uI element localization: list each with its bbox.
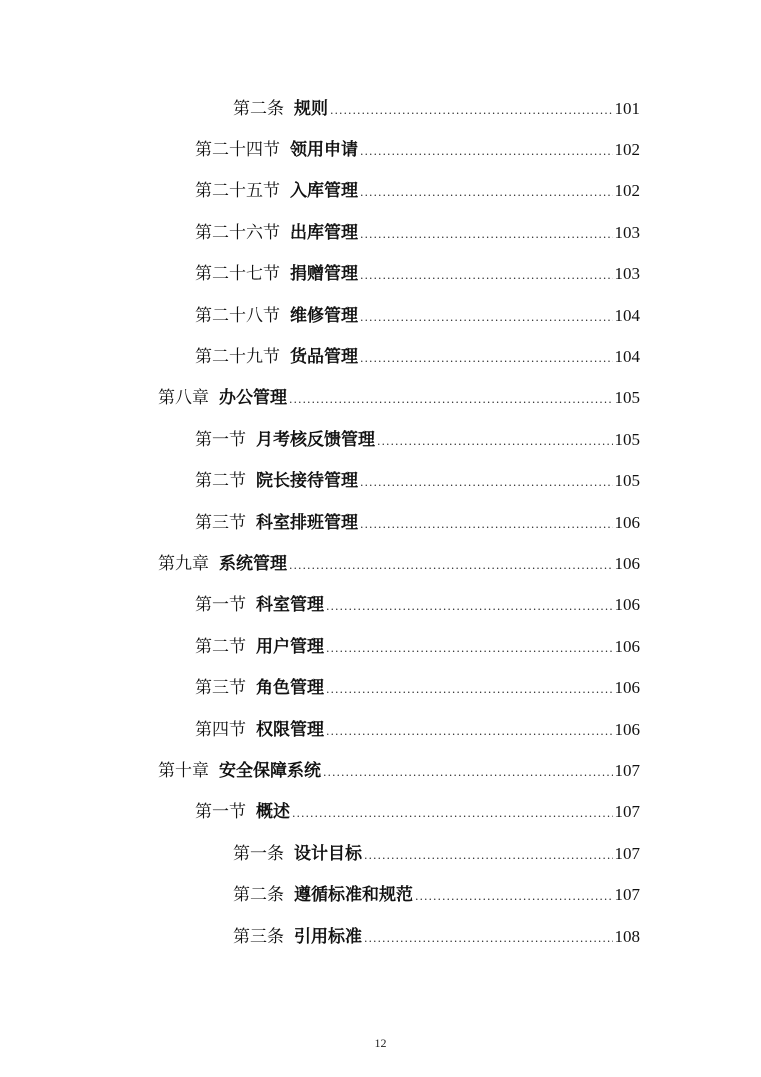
- toc-dot-leader: [289, 556, 613, 576]
- toc-entry-page-number: 101: [614, 98, 640, 118]
- toc-entry-page-number: 103: [614, 264, 640, 284]
- toc-entry-number: 第九章: [158, 553, 209, 574]
- toc-entry-title: 领用申请: [290, 140, 358, 161]
- toc-entry-title: 引用标准: [294, 926, 362, 947]
- toc-entry[interactable]: [0, 585, 761, 626]
- toc-entry-page-number: 106: [614, 553, 640, 573]
- toc-entry[interactable]: [0, 171, 761, 212]
- toc-entry-page-number: 107: [614, 843, 640, 863]
- toc-entry-number: 第二十六节: [195, 222, 280, 243]
- toc-dot-leader: [360, 225, 613, 245]
- toc-entry-page-number: 102: [614, 140, 640, 160]
- toc-dot-leader: [326, 722, 613, 742]
- toc-entry-title: 用户管理: [256, 636, 324, 657]
- toc-entry[interactable]: [0, 88, 761, 129]
- toc-entry-title: 科室管理: [256, 595, 324, 616]
- toc-entry[interactable]: [0, 709, 761, 750]
- toc-dot-leader: [377, 432, 613, 452]
- toc-entry-title: 货品管理: [290, 347, 358, 368]
- toc-dot-leader: [323, 763, 613, 783]
- toc-entry-page-number: 104: [614, 347, 640, 367]
- toc-entry-page-number: 106: [614, 719, 640, 739]
- toc-entry-number: 第三节: [195, 512, 246, 533]
- toc-entry-page-number: 105: [614, 471, 640, 491]
- toc-entry-title: 维修管理: [290, 305, 358, 326]
- toc-entry-number: 第八章: [158, 388, 209, 409]
- toc-dot-leader: [289, 390, 613, 410]
- toc-entry-number: 第二节: [195, 636, 246, 657]
- toc-entry-page-number: 106: [614, 595, 640, 615]
- toc-entry-page-number: 103: [614, 222, 640, 242]
- toc-entry-number: 第二十五节: [195, 181, 280, 202]
- toc-entry-number: 第十章: [158, 760, 209, 781]
- toc-entry[interactable]: [0, 792, 761, 833]
- toc-entry-number: 第三节: [195, 678, 246, 699]
- toc-entry-title: 出库管理: [290, 222, 358, 243]
- toc-entry[interactable]: [0, 295, 761, 336]
- toc-entry-number: 第二十九节: [195, 347, 280, 368]
- toc-entry-number: 第四节: [195, 719, 246, 740]
- toc-entry-title: 捐赠管理: [290, 264, 358, 285]
- table-of-contents: [0, 88, 761, 957]
- toc-dot-leader: [360, 266, 613, 286]
- toc-dot-leader: [326, 639, 613, 659]
- toc-dot-leader: [326, 680, 613, 700]
- toc-entry-title: 科室排班管理: [256, 512, 358, 533]
- toc-entry-page-number: 108: [614, 926, 640, 946]
- toc-entry-page-number: 102: [614, 181, 640, 201]
- toc-entry-page-number: 106: [614, 678, 640, 698]
- toc-entry-number: 第二条: [233, 98, 284, 119]
- toc-entry-number: 第二十七节: [195, 264, 280, 285]
- toc-dot-leader: [364, 929, 613, 949]
- toc-entry[interactable]: [0, 254, 761, 295]
- toc-entry[interactable]: [0, 750, 761, 791]
- toc-entry[interactable]: [0, 667, 761, 708]
- page-number: 12: [374, 1036, 387, 1050]
- toc-entry-title: 概述: [256, 802, 290, 823]
- toc-entry[interactable]: [0, 336, 761, 377]
- toc-entry-title: 角色管理: [256, 678, 324, 699]
- toc-dot-leader: [360, 142, 613, 162]
- toc-entry-title: 安全保障系统: [219, 760, 321, 781]
- toc-entry-page-number: 106: [614, 512, 640, 532]
- toc-entry-title: 系统管理: [219, 553, 287, 574]
- toc-entry-title: 院长接待管理: [256, 471, 358, 492]
- toc-dot-leader: [415, 887, 613, 907]
- toc-entry-number: 第一节: [195, 429, 246, 450]
- toc-dot-leader: [360, 183, 613, 203]
- toc-entry-number: 第一节: [195, 802, 246, 823]
- toc-entry-page-number: 106: [614, 636, 640, 656]
- toc-entry-number: 第一节: [195, 595, 246, 616]
- toc-entry-title: 办公管理: [219, 388, 287, 409]
- toc-dot-leader: [360, 473, 613, 493]
- toc-entry-page-number: 104: [614, 305, 640, 325]
- toc-entry-number: 第一条: [233, 843, 284, 864]
- toc-entry-page-number: 107: [614, 802, 640, 822]
- toc-entry-title: 遵循标准和规范: [294, 885, 413, 906]
- toc-entry-page-number: 107: [614, 885, 640, 905]
- toc-entry-number: 第二十四节: [195, 140, 280, 161]
- toc-entry-title: 权限管理: [256, 719, 324, 740]
- toc-entry[interactable]: [0, 916, 761, 957]
- toc-entry[interactable]: [0, 461, 761, 502]
- toc-dot-leader: [364, 846, 613, 866]
- toc-entry-number: 第二节: [195, 471, 246, 492]
- toc-dot-leader: [360, 515, 613, 535]
- toc-dot-leader: [292, 804, 613, 824]
- toc-entry-title: 月考核反馈管理: [256, 429, 375, 450]
- toc-entry-page-number: 105: [614, 429, 640, 449]
- toc-dot-leader: [360, 308, 613, 328]
- toc-entry[interactable]: [0, 626, 761, 667]
- toc-entry[interactable]: [0, 502, 761, 543]
- toc-entry[interactable]: [0, 378, 761, 419]
- toc-entry-number: 第三条: [233, 926, 284, 947]
- toc-entry-number: 第二条: [233, 885, 284, 906]
- toc-entry[interactable]: [0, 212, 761, 253]
- toc-entry-number: 第二十八节: [195, 305, 280, 326]
- toc-entry-title: 设计目标: [294, 843, 362, 864]
- toc-entry-page-number: 105: [614, 388, 640, 408]
- toc-entry[interactable]: [0, 833, 761, 874]
- toc-entry-title: 规则: [294, 98, 328, 119]
- toc-entry[interactable]: [0, 874, 761, 915]
- toc-dot-leader: [326, 597, 613, 617]
- toc-entry[interactable]: [0, 129, 761, 170]
- toc-entry-page-number: 107: [614, 760, 640, 780]
- toc-dot-leader: [360, 349, 613, 369]
- toc-entry[interactable]: [0, 543, 761, 584]
- toc-entry[interactable]: [0, 419, 761, 460]
- toc-entry-title: 入库管理: [290, 181, 358, 202]
- toc-dot-leader: [330, 101, 613, 121]
